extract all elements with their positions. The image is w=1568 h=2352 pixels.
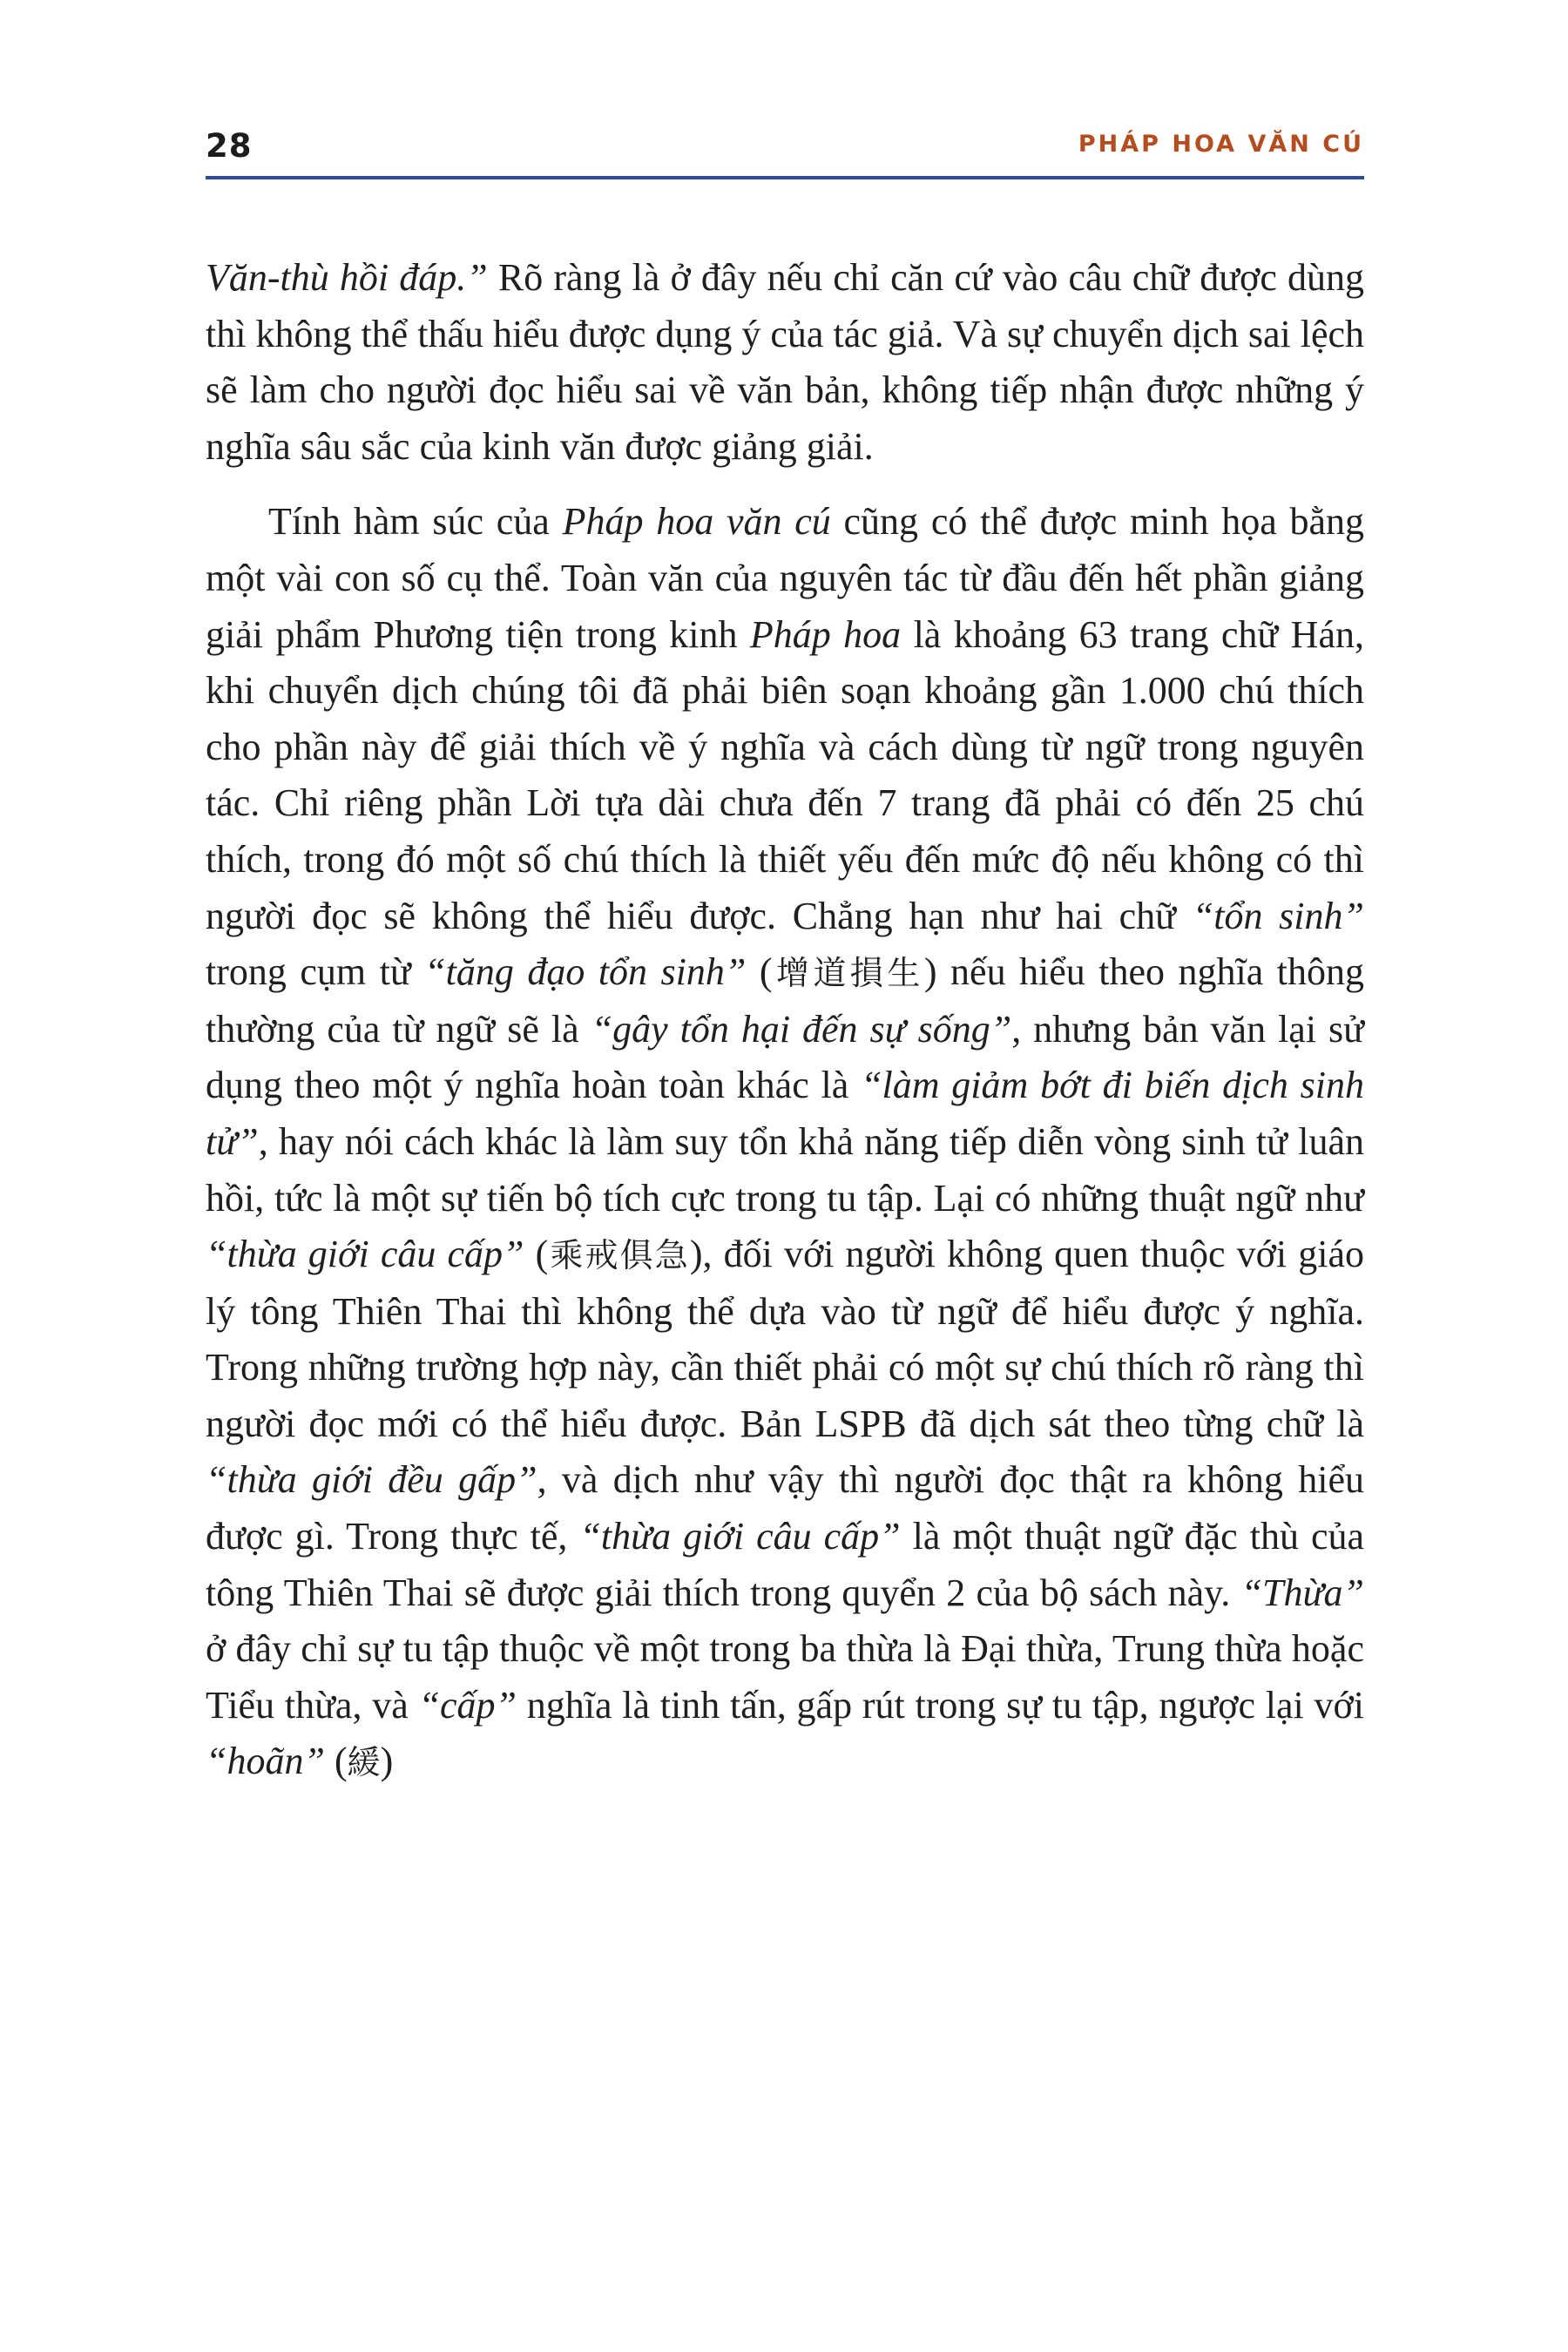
- chinese-term: 增道損生: [772, 954, 924, 993]
- text-run: ở đây chỉ sự tu tập thuộc về một trong ba thừa là Đại thừa, Trung thừa hoặc Tiểu thừa, và: [206, 1627, 1364, 1727]
- body-text: [206, 250, 1364, 1791]
- quote-fragment: Văn-thù hồi đáp.”: [206, 256, 488, 299]
- quoted-term: “làm giảm bớt đi biến dịch sinh tử”: [206, 1064, 1364, 1163]
- text-run: là một thuật ngữ đặc thù của tông Thiên Thai sẽ được giải thích trong quyển 2 của bộ sách này.: [206, 1515, 1365, 1614]
- quoted-term: “hoãn”: [206, 1740, 325, 1783]
- quoted-term: “gây tổn hại đến sự sống”: [591, 1007, 1012, 1051]
- quoted-term: “Thừa”: [1240, 1571, 1364, 1614]
- text-run: ), đối với người không quen thuộc với giáo lý tông Thiên Thai thì không thể dựa vào từ ngữ để hiểu được ý nghĩa. Trong những trường hợp này, cần thiết phải có một sự chú thích rõ ràng thì người đọc mới có thể hiểu được. Bản LSPB đã dịch sát theo từng chữ là: [206, 1233, 1364, 1445]
- text-run: , và dịch như vậy thì người đọc thật ra không hiểu được gì. Trong thực tế,: [206, 1458, 1364, 1558]
- quoted-term: “thừa giới đều gấp”: [206, 1458, 537, 1502]
- chinese-term: 乘戒俱急: [548, 1236, 690, 1275]
- quoted-term: “thừa giới câu cấp”: [206, 1233, 524, 1276]
- quoted-term: “tăng đạo tổn sinh”: [424, 950, 747, 994]
- book-title: Pháp hoa văn cú: [562, 500, 831, 544]
- text-run: (: [324, 1740, 348, 1783]
- text-run: , hay nói cách khác là làm suy tổn khả năng tiếp diễn vòng sinh tử luân hồi, tức là một sự tiến bộ tích cực trong tu tập. Lại có những thuật ngữ như: [206, 1119, 1364, 1220]
- quoted-term: “thừa giới câu cấp”: [579, 1515, 901, 1558]
- quoted-term: “cấp”: [418, 1683, 517, 1727]
- text-run: cũng có thể được minh họa bằng một vài con số cụ thể. Toàn văn của nguyên tác từ đầu đến hết phần giảng giải phẩm Phương tiện trong kinh: [206, 500, 1365, 656]
- text-run: Tính hàm súc của: [268, 500, 563, 544]
- book-title: Pháp hoa: [749, 612, 902, 656]
- page-header: [206, 127, 1364, 176]
- text-run: (: [524, 1233, 549, 1276]
- text-run: nghĩa là tinh tấn, gấp rút trong sự tu tập, ngược lại với: [517, 1683, 1364, 1727]
- running-title: PHÁP HOA VĂN CÚ: [1078, 131, 1364, 158]
- quoted-term: “tổn sinh”: [1192, 894, 1365, 937]
- header-divider: [206, 176, 1364, 179]
- text-run: là khoảng 63 trang chữ Hán, khi chuyển dịch chúng tôi đã phải biên soạn khoảng gần 1.000 chú thích cho phần này để giải thích về ý nghĩa và cách dùng từ ngữ trong nguyên tác. Chỉ riêng phần Lời tựa dài chưa đến 7 trang đã phải có đến 25 chú thích, trong đó một số chú thích là thiết yếu đến mức độ nếu không có thì người đọc sẽ không thể hiểu được. Chẳng hạn như hai chữ: [206, 612, 1364, 937]
- text-run: trong cụm từ: [206, 950, 425, 994]
- paragraph-1: [206, 250, 1364, 475]
- page-number: 28: [206, 127, 253, 165]
- chinese-term: 緩: [347, 1743, 381, 1782]
- text-run: ): [380, 1740, 394, 1783]
- text-run: , nhưng bản văn lại sử dụng theo một ý nghĩa hoàn toàn khác là: [206, 1007, 1364, 1107]
- text-run: (: [746, 950, 773, 994]
- paragraph-2: [206, 494, 1364, 1791]
- text-run: Rõ ràng là ở đây nếu chỉ căn cứ vào câu chữ được dùng thì không thể thấu hiểu được dụng ý của tác giả. Và sự chuyển dịch sai lệch sẽ làm cho người đọc hiểu sai về văn bản, không tiếp nhận được những ý nghĩa sâu sắc của kinh văn được giảng giải.: [206, 256, 1364, 468]
- text-run: ) nếu hiểu theo nghĩa thông thường của từ ngữ sẽ là: [206, 950, 1364, 1051]
